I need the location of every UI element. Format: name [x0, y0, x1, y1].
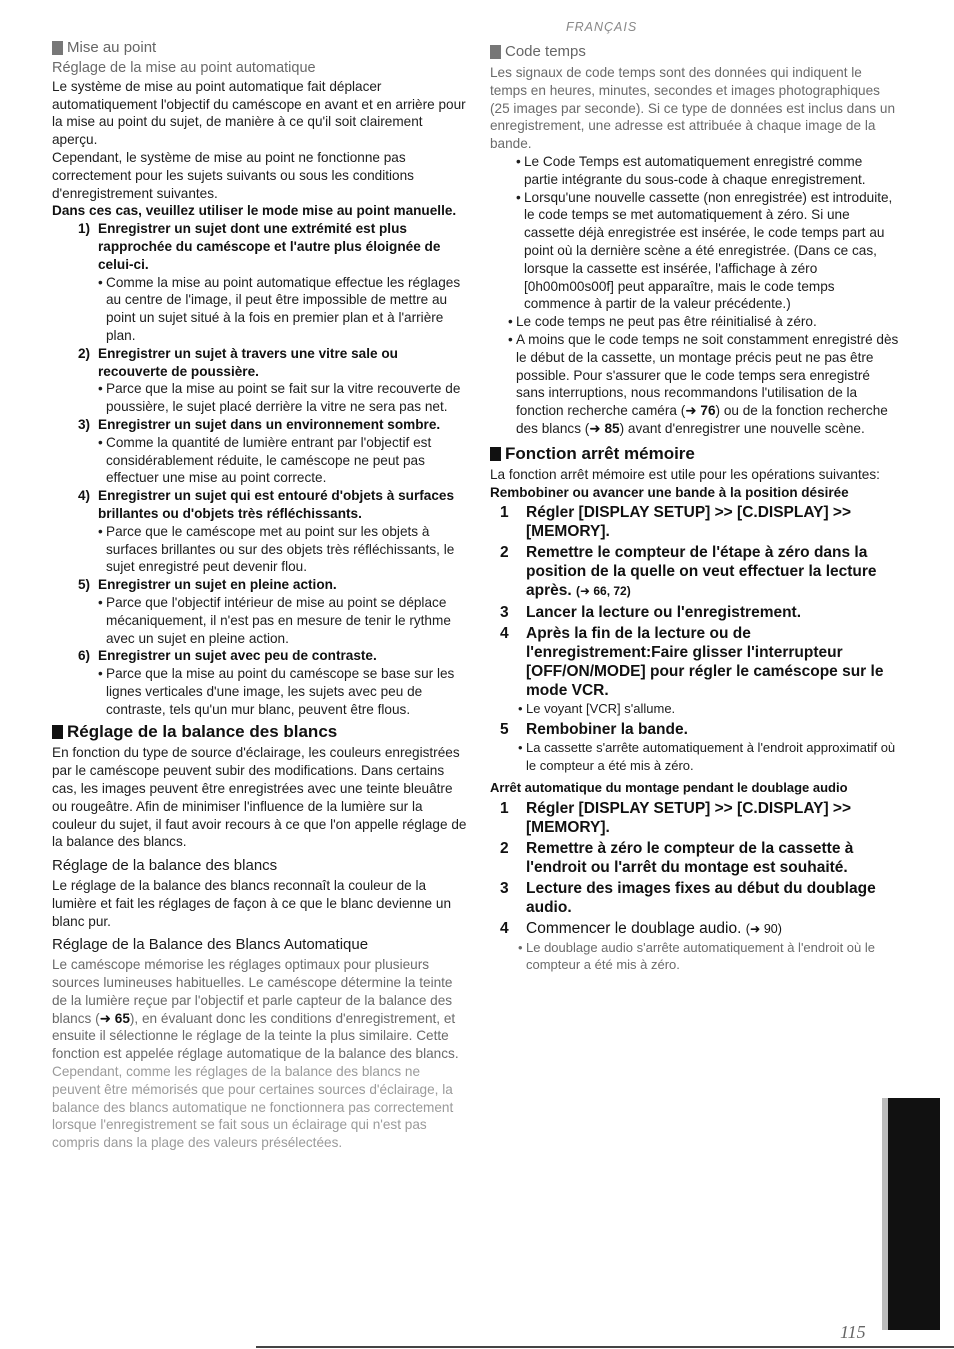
memoire-step: 2 Remettre le compteur de l'étape à zéro dans la position de la quelle on veut effectuer la lecture après. (➜ 66, 72) — [500, 544, 877, 600]
condition-item: 4) Enregistrer un sujet qui est entouré d'objets à surfaces brillantes ou d'objets très réfléchissants. — [78, 488, 455, 521]
condition-note: • Parce que la mise au point se fait sur la vitre recouverte de poussière, le sujet placé derrière la vitre ne sera pas net. — [98, 381, 461, 415]
memoire-step: 2 Remettre à zéro le compteur de la cassette à l'endroit ou l'arrêt du montage est souhaité. — [500, 839, 854, 876]
memoire-step: 5 Rembobiner la bande. — [500, 721, 688, 739]
balance-p1: Le réglage de la balance des blancs reconnaît la couleur de la lumière et fait les réglages de façon à ce que le blanc devienne un blanc pur. — [52, 878, 452, 929]
memoire-step: 4 Commencer le doublage audio. (➜ 90) — [500, 919, 782, 937]
page-reference: ➜ 76 — [685, 403, 716, 419]
balance-p3: Cependant, comme les réglages de la balance des blancs ne peuvent être mémorisés que pour certaines sources d'éclairage, la balance des blancs automatique ne fonctionnera pas correctement lorsque l'enregistrement se fait sous un éclairage qui n'est pas compris dans la plage des valeurs présélectées. — [52, 1064, 454, 1151]
section-square-icon — [490, 447, 501, 461]
memoire-heading: Fonction arrêt mémoire — [490, 444, 900, 464]
condition-note: • Parce que le caméscope met au point sur les objets à surfaces brillantes ou sur des objets très réfléchissants, le sujet enregistré peut devenir flou. — [98, 523, 455, 575]
mise-au-point-heading: Mise au point — [52, 38, 470, 58]
bottom-rule — [256, 1346, 954, 1348]
code-temps-bullet: • A moins que le code temps ne soit constamment enregistré dès le début de la cassette, un montage précis peut ne pas être possible. Pour s'assurer que le code temps sera enregistré sans interruptions, nous recommandons l'utilisation de la fonction recherche caméra (➜ 76) ou de la fonction recherche des blancs (➜ 85) avant d'enregistrer une nouvelle scène. — [508, 331, 899, 436]
memoire-steps-1 — [490, 503, 900, 774]
left-column — [52, 36, 470, 1152]
condition-item: 6) Enregistrer un sujet avec peu de contraste. — [78, 648, 377, 664]
code-temps-bullet: • Lorsqu'une nouvelle cassette (non enregistrée) est introduite, le code temps se met automatiquement à zéro. Si une cassette déjà enregistrée est insérée, le code temps part au point où la dernière scène a été enregistrée. (Dans ce cas, lorsque la cassette est insérée, l'affichage à zéro [0h00m00s00f] peut apparaître, mais le code temps commence à partir de la valeur précédente.) — [516, 189, 893, 312]
balance-p2: Le caméscope mémorise les réglages optimaux pour plusieurs sources lumineuses habituelles. Le caméscope détermine la teinte de la lumière reçue par l'objectif et parle capteur de la balance des blancs (➜ 65), en évaluant donc les conditions d'enregistrement, et ensuite il sélectionne le réglage de la teinte la plus similaire. Cette fonction est appelée réglage automatique de la balance des blancs. — [52, 957, 459, 1062]
language-header: FRANÇAIS — [566, 20, 638, 34]
balance-subheading-2: Réglage de la Balance des Blancs Automatique — [52, 936, 369, 954]
condition-note: • Comme la quantité de lumière entrant par l'objectif est considérablement réduite, le caméscope ne peut pas effectuer une mise au point correcte. — [98, 434, 432, 486]
section-square-icon — [490, 45, 501, 59]
balance-intro: En fonction du type de source d'éclairage, les couleurs enregistrées par le caméscope peuvent subir des modifications. Dans certains cas, les images peuvent être enregistrées avec une teinte bleuâtre ou rougeâtre. Afin de minimiser l'influence de la lumière sur la couleur du sujet, il faut avoir recours à ce que l'on appelle réglage de la balance des blancs. — [52, 745, 467, 850]
thumb-tab — [888, 1098, 940, 1330]
balance-subheading-1: Réglage de la balance des blancs — [52, 857, 278, 875]
condition-item: 1) Enregistrer un sujet dont une extrémité est plus rapprochée du caméscope et l'autre plus éloignée de celui-ci. — [78, 221, 441, 272]
code-temps-bullet: • Le code temps ne peut pas être réinitialisé à zéro. — [508, 314, 817, 330]
mise-au-point-p3: Dans ces cas, veuillez utiliser le mode mise au point manuelle. — [52, 203, 457, 219]
memoire-subheading-1: Rembobiner ou avancer une bande à la position désirée — [490, 484, 849, 500]
condition-note: • Parce que l'objectif intérieur de mise au point se déplace mécaniquement, il n'est pas en mesure de tenir le rythme avec un sujet en pleine action. — [98, 594, 451, 646]
page-number: 115 — [840, 1322, 866, 1342]
mise-au-point-p1: Le système de mise au point automatique fait déplacer automatiquement l'objectif du caméscope en avant et en arrière pour la mise au point du sujet, de manière à ce qu'il soit clairement aperçu. — [52, 78, 466, 148]
condition-item: 2) Enregistrer un sujet à travers une vitre sale ou recouverte de poussière. — [78, 345, 398, 379]
mise-au-point-p2: Cependant, le système de mise au point ne fonctionne pas correctement pour les sujets suivants ou sous les conditions d'enregistrement suivantes. — [52, 149, 414, 201]
memoire-step: 3 Lecture des images fixes au début du doublage audio. — [500, 879, 876, 916]
balance-heading: Réglage de la balance des blancs — [52, 722, 470, 742]
condition-note: • Comme la mise au point automatique effectue les réglages au centre de l'image, il peut être impossible de mettre au point un sujet situé à la fois en premier plan et à l'arrière plan. — [98, 274, 461, 343]
section-square-icon — [52, 41, 63, 55]
memoire-step: 4 Après la fin de la lecture ou de l'enregistrement:Faire glisser l'interrupteur [OFF/ON/MODE] pour régler le caméscope sur le mode VCR. — [500, 625, 884, 700]
memoire-step-note: • La cassette s'arrête automatiquement à l'endroit approximatif où le compteur a été mis à zéro. — [518, 740, 896, 773]
page-reference: (➜ 66, 72) — [575, 584, 631, 599]
condition-note: • Parce que la mise au point du caméscope se base sur les lignes verticales d'une image, les sujets avec peu de contraste, tels qu'un mur blanc, peuvent être flous. — [98, 666, 455, 717]
memoire-step-note: • Le doublage audio s'arrête automatiquement à l'endroit où le compteur a été mis à zéro. — [518, 939, 875, 973]
condition-item: 5) Enregistrer un sujet en pleine action. — [78, 577, 337, 593]
memoire-step: 1 Régler [DISPLAY SETUP] >> [C.DISPLAY] >> [MEMORY]. — [500, 799, 852, 836]
memoire-step: 1 Régler [DISPLAY SETUP] >> [C.DISPLAY] >> [MEMORY]. — [500, 504, 852, 541]
code-temps-bullet: • Le Code Temps est automatiquement enregistré comme partie intégrante du sous-code à chaque enregistrement. — [516, 153, 866, 187]
code-temps-heading: Code temps — [490, 42, 900, 62]
condition-item: 3) Enregistrer un sujet dans un environnement sombre. — [78, 416, 441, 432]
memoire-subheading-2: Arrêt automatique du montage pendant le doublage audio — [490, 779, 848, 795]
memoire-steps-2 — [490, 799, 900, 975]
code-temps-p1: Les signaux de code temps sont des données qui indiquent le temps en heures, minutes, secondes et images photographiques (25 images par seconde). Si ce type de données est inclus dans un enregistrement, une adresse est attribuée à chaque image de la bande. — [490, 65, 896, 152]
memoire-step: 3 Lancer la lecture ou l'enregistrement. — [500, 604, 802, 622]
page-reference: ➜ 65 — [99, 1010, 130, 1026]
condition-list — [52, 220, 470, 718]
mise-au-point-subtitle: Réglage de la mise au point automatique — [52, 60, 316, 76]
memoire-step-note: • Le voyant [VCR] s'allume. — [518, 701, 676, 717]
page-reference: ➜ 85 — [589, 420, 620, 436]
memoire-intro: La fonction arrêt mémoire est utile pour les opérations suivantes: — [490, 466, 880, 482]
right-column — [490, 18, 900, 974]
section-square-icon — [52, 725, 63, 739]
page-reference: (➜ 90) — [745, 921, 782, 936]
